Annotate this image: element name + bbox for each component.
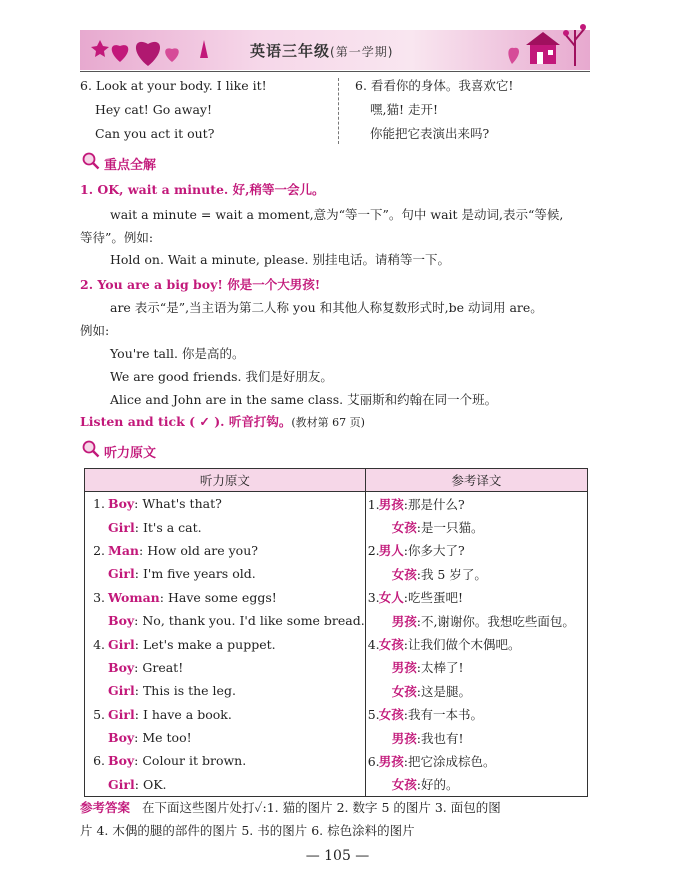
translation-cell bbox=[365, 562, 587, 585]
translation-cell bbox=[365, 586, 587, 609]
speaker-en: Boy bbox=[108, 659, 135, 675]
line-en: : Great! bbox=[134, 659, 184, 675]
section-heading: 重点全解 bbox=[104, 158, 157, 173]
dialogue-line-en: Hey cat! Go away! bbox=[95, 102, 212, 117]
line-cn: :把它涂成棕色。 bbox=[403, 753, 496, 769]
transcript-cell bbox=[85, 562, 366, 585]
speaker-cn: 女孩 bbox=[378, 707, 404, 723]
line-en: : I'm five years old. bbox=[134, 566, 256, 582]
line-cn: :那是什么? bbox=[403, 496, 465, 512]
speaker-cn: 女孩 bbox=[391, 777, 417, 793]
dialogue-line-cn: 你能把它表演出来吗? bbox=[370, 126, 490, 141]
transcript-cell bbox=[85, 492, 366, 516]
speaker-en: Boy bbox=[108, 496, 135, 512]
point-title: 1. OK, wait a minute. 好,稍等一会儿。 bbox=[80, 182, 325, 197]
line-en: : How old are you? bbox=[139, 542, 258, 558]
translation-cell bbox=[365, 703, 587, 726]
table-row bbox=[85, 726, 588, 749]
table-row bbox=[85, 586, 588, 609]
speaker-en: Girl bbox=[108, 683, 135, 699]
line-cn: :让我们做个木偶吧。 bbox=[403, 637, 521, 653]
line-en: : What's that? bbox=[134, 496, 222, 512]
line-cn: :好的。 bbox=[416, 777, 459, 793]
point-text: You're tall. 你是高的。 bbox=[110, 346, 245, 361]
table-header: 参考译文 bbox=[365, 469, 587, 492]
line-cn: :吃些蛋吧! bbox=[403, 590, 463, 606]
speaker-en: Girl bbox=[108, 566, 135, 582]
listen-title: Listen and tick ( ✓ ). 听音打钩。(教材第 67 页) bbox=[80, 414, 365, 429]
table-row bbox=[85, 539, 588, 562]
answer-line: 片 4. 木偶的腿的部件的图片 5. 书的图片 6. 棕色涂料的图片 bbox=[80, 823, 415, 838]
speaker-en: Girl bbox=[108, 519, 135, 535]
transcript-cell bbox=[85, 539, 366, 562]
line-en: : I have a book. bbox=[134, 706, 232, 722]
dialogue-line-cn: 6. 看看你的身体。我喜欢它! bbox=[355, 78, 514, 93]
line-cn: :我有一本书。 bbox=[403, 707, 483, 723]
line-en: : It's a cat. bbox=[134, 519, 202, 535]
point-text: Hold on. Wait a minute, please. 别挂电话。请稍等一下。 bbox=[110, 252, 450, 267]
dialogue-line-cn: 嘿,猫! 走开! bbox=[370, 102, 438, 117]
table-row bbox=[85, 656, 588, 679]
item-number: 6. bbox=[93, 753, 105, 769]
header-decoration bbox=[0, 0, 675, 72]
answer-line: 参考答案 在下面这些图片处打✓:1. 猫的图片 2. 数字 5 的图片 3. 面包的图 bbox=[80, 800, 501, 815]
line-cn: :你多大了? bbox=[403, 543, 465, 559]
item-number: 3. bbox=[93, 589, 105, 605]
line-en: : Me too! bbox=[134, 730, 192, 746]
line-cn: :是一只猫。 bbox=[416, 520, 484, 536]
line-cn: :这是腿。 bbox=[416, 683, 471, 699]
table-row bbox=[85, 632, 588, 655]
line-en: : Colour it brown. bbox=[134, 753, 247, 769]
speaker-cn: 男孩 bbox=[378, 753, 404, 769]
speaker-cn: 男人 bbox=[378, 543, 404, 559]
point-text: We are good friends. 我们是好朋友。 bbox=[110, 369, 333, 384]
table-row bbox=[85, 515, 588, 538]
point-text: Alice and John are in the same class. 艾丽斯和约翰在同一个班。 bbox=[110, 392, 498, 407]
speaker-cn: 女人 bbox=[378, 590, 404, 606]
translation-cell bbox=[365, 492, 587, 516]
line-en: : OK. bbox=[134, 776, 167, 792]
dialogue-line-en: Can you act it out? bbox=[95, 126, 215, 141]
translation-cell bbox=[365, 679, 587, 702]
point-text: are 表示“是”,当主语为第二人称 you 和其他人称复数形式时,be 动词用 are。 bbox=[110, 300, 543, 315]
line-cn: :我 5 岁了。 bbox=[416, 566, 487, 582]
magnifier-icon bbox=[82, 152, 100, 170]
translation-cell bbox=[365, 632, 587, 655]
dialogue-line-en: 6. Look at your body. I like it! bbox=[80, 78, 267, 93]
translation-cell bbox=[365, 773, 587, 797]
speaker-en: Boy bbox=[108, 613, 135, 629]
table-header-row bbox=[85, 469, 588, 492]
speaker-en: Girl bbox=[108, 706, 135, 722]
line-en: : No, thank you. I'd like some bread. bbox=[134, 613, 365, 629]
translation-cell bbox=[365, 749, 587, 772]
line-en: : This is the leg. bbox=[134, 683, 236, 699]
item-number: 2. bbox=[367, 543, 380, 559]
magnifier-icon bbox=[82, 440, 100, 458]
speaker-cn: 女孩 bbox=[391, 683, 417, 699]
item-number: 5. bbox=[367, 707, 380, 723]
table-row bbox=[85, 679, 588, 702]
listening-table bbox=[84, 468, 588, 797]
table-row bbox=[85, 492, 588, 516]
speaker-cn: 女孩 bbox=[391, 520, 417, 536]
translation-cell bbox=[365, 515, 587, 538]
speaker-en: Woman bbox=[108, 589, 160, 605]
speaker-en: Girl bbox=[108, 636, 135, 652]
item-number: 4. bbox=[93, 636, 105, 652]
transcript-cell bbox=[85, 726, 366, 749]
item-number: 2. bbox=[93, 542, 105, 558]
item-number: 1. bbox=[93, 496, 105, 512]
point-title: 2. You are a big boy! 你是一个大男孩! bbox=[80, 277, 321, 292]
translation-cell bbox=[365, 726, 587, 749]
transcript-cell bbox=[85, 749, 366, 772]
line-cn: :太棒了! bbox=[416, 660, 464, 676]
table-row bbox=[85, 773, 588, 797]
item-number: 6. bbox=[367, 753, 380, 769]
speaker-en: Girl bbox=[108, 776, 135, 792]
speaker-cn: 男孩 bbox=[378, 496, 404, 512]
transcript-cell bbox=[85, 703, 366, 726]
section-heading: 听力原文 bbox=[104, 446, 157, 461]
header-title: 英语三年级(第一学期) bbox=[250, 42, 394, 60]
translation-cell bbox=[365, 656, 587, 679]
transcript-cell bbox=[85, 632, 366, 655]
speaker-en: Boy bbox=[108, 753, 135, 769]
speaker-en: Boy bbox=[108, 730, 135, 746]
speaker-cn: 男孩 bbox=[391, 730, 417, 746]
speaker-cn: 男孩 bbox=[391, 613, 417, 629]
table-row bbox=[85, 703, 588, 726]
speaker-cn: 女孩 bbox=[391, 566, 417, 582]
speaker-cn: 男孩 bbox=[391, 660, 417, 676]
point-text: 例如: bbox=[80, 323, 110, 338]
speaker-en: Man bbox=[108, 542, 140, 558]
point-text: wait a minute = wait a moment,意为“等一下”。句中 wait 是动词,表示“等候, bbox=[110, 207, 564, 222]
table-row bbox=[85, 749, 588, 772]
line-en: : Have some eggs! bbox=[159, 589, 277, 605]
item-number: 3. bbox=[367, 590, 380, 606]
line-cn: :我也有! bbox=[416, 730, 464, 746]
line-en: : Let's make a puppet. bbox=[134, 636, 276, 652]
table-header: 听力原文 bbox=[85, 469, 366, 492]
table-row bbox=[85, 562, 588, 585]
item-number: 5. bbox=[93, 706, 105, 722]
page-number: — 105 — bbox=[305, 848, 370, 864]
speaker-cn: 女孩 bbox=[378, 637, 404, 653]
translation-cell bbox=[365, 609, 587, 632]
transcript-cell bbox=[85, 773, 366, 797]
header-rule bbox=[80, 71, 590, 72]
column-divider bbox=[338, 78, 339, 144]
line-cn: :不,谢谢你。我想吃些面包。 bbox=[416, 613, 575, 629]
transcript-cell bbox=[85, 515, 366, 538]
translation-cell bbox=[365, 539, 587, 562]
transcript-cell bbox=[85, 679, 366, 702]
item-number: 1. bbox=[367, 496, 380, 512]
table-row bbox=[85, 609, 588, 632]
point-text: 等待”。例如: bbox=[80, 230, 154, 245]
transcript-cell bbox=[85, 586, 366, 609]
item-number: 4. bbox=[367, 637, 380, 653]
transcript-cell bbox=[85, 656, 366, 679]
transcript-cell bbox=[85, 609, 366, 632]
